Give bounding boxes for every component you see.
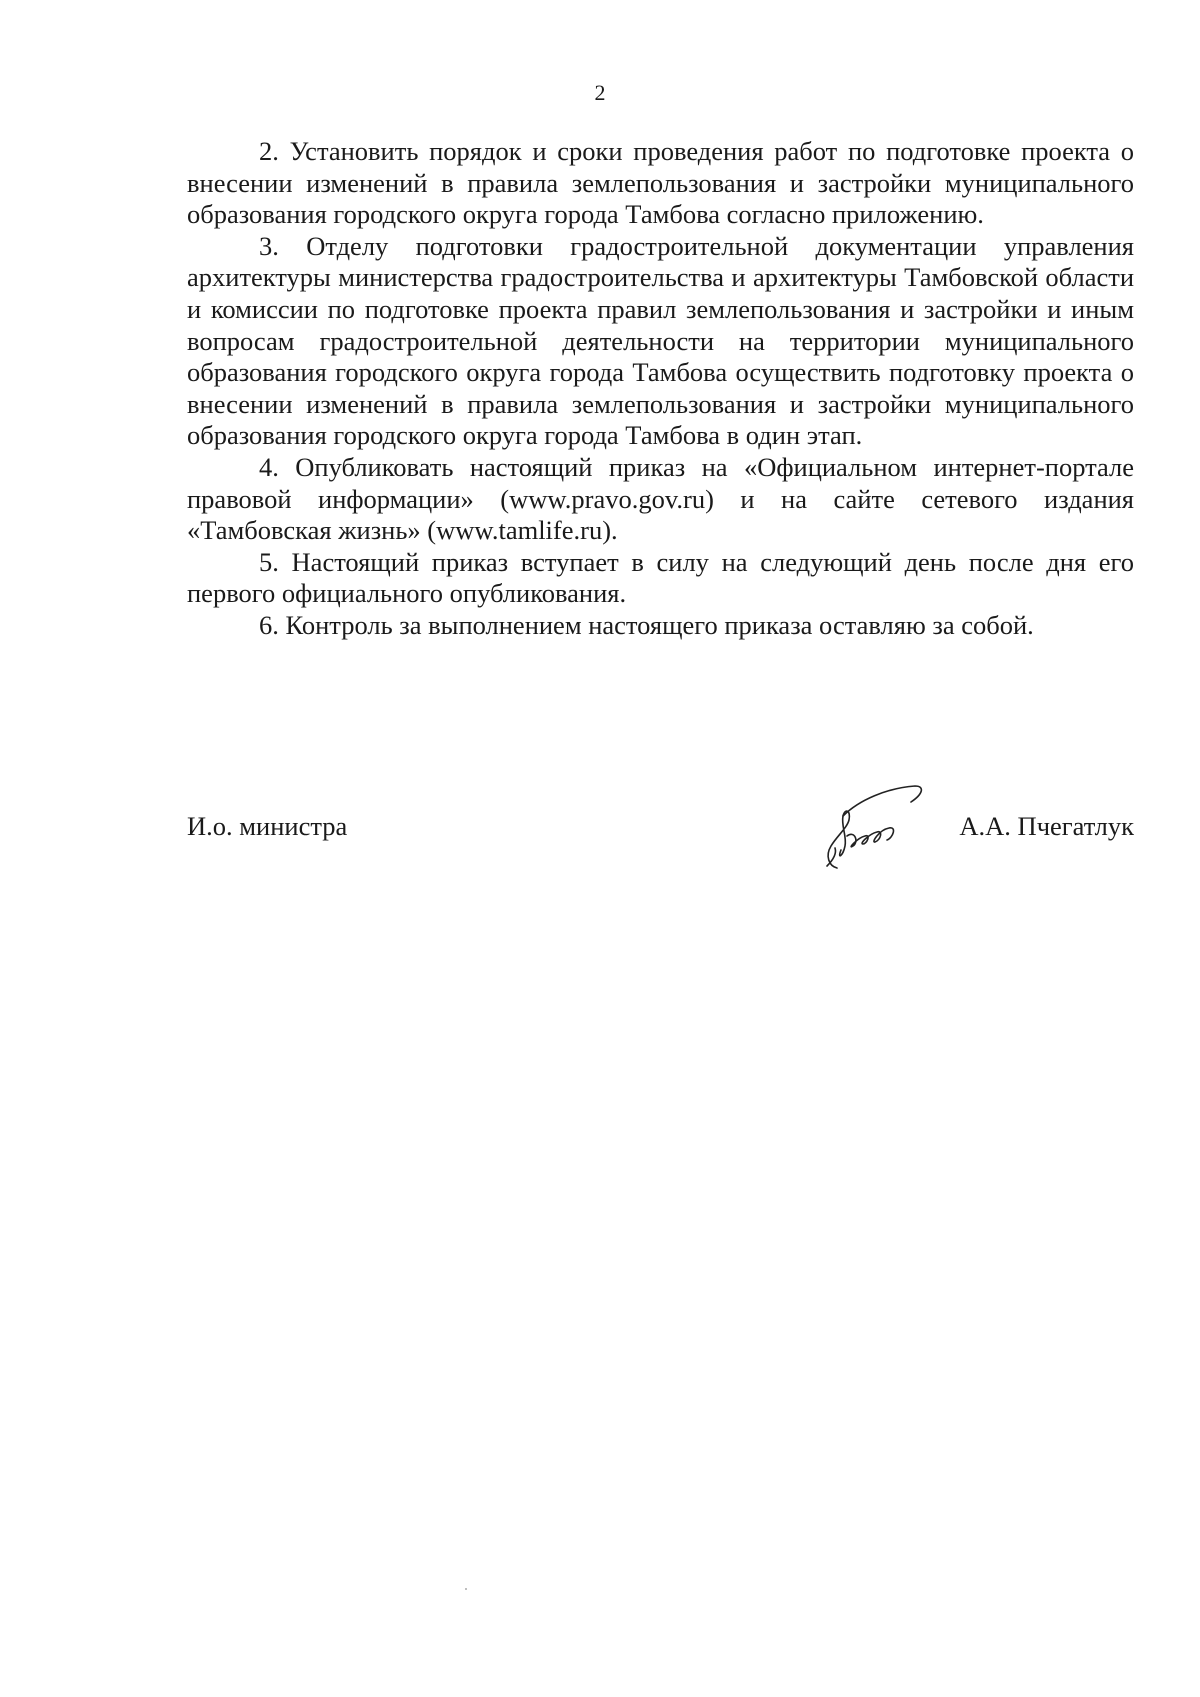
- signer-name: А.А. Пчегатлук: [959, 811, 1134, 841]
- handwritten-signature: [807, 780, 937, 880]
- paragraph-3: 3. Отделу подготовки градостроительной документации управления архитектуры министерства градостроительства и архитектуры Тамбовской области и комиссии по подготовке проекта правил землепользования и застройки и иным вопросам градостроительной деятельности на территории муниципального образования городского округа города Тамбова осуществить подготовку проекта о внесении изменений в правила землепользования и застройки муниципального образования городского округа города Тамбова в один этап.: [187, 230, 1134, 451]
- paragraph-6: 6. Контроль за выполнением настоящего приказа оставляю за собой.: [259, 609, 1034, 640]
- signer-position: И.о. министра: [187, 811, 348, 841]
- page-number: 2: [594, 80, 606, 105]
- scan-speck: [465, 1588, 467, 1590]
- paragraph-5: 5. Настоящий приказ вступает в силу на следующий день после дня его первого официального опубликования.: [187, 546, 1134, 609]
- paragraph-4: 4. Опубликовать настоящий приказ на «Официальном интернет-портале правовой информации» (www.pravo.gov.ru) и на сайте сетевого издания «Тамбовская жизнь» (www.tamlife.ru).: [187, 451, 1134, 546]
- paragraph-2: 2. Установить порядок и сроки проведения работ по подготовке проекта о внесении изменений в правила землепользования и застройки муниципального образования городского округа города Тамбова согласно приложению.: [187, 136, 1134, 230]
- document-body: [187, 136, 1134, 642]
- signature-block: [187, 780, 1134, 880]
